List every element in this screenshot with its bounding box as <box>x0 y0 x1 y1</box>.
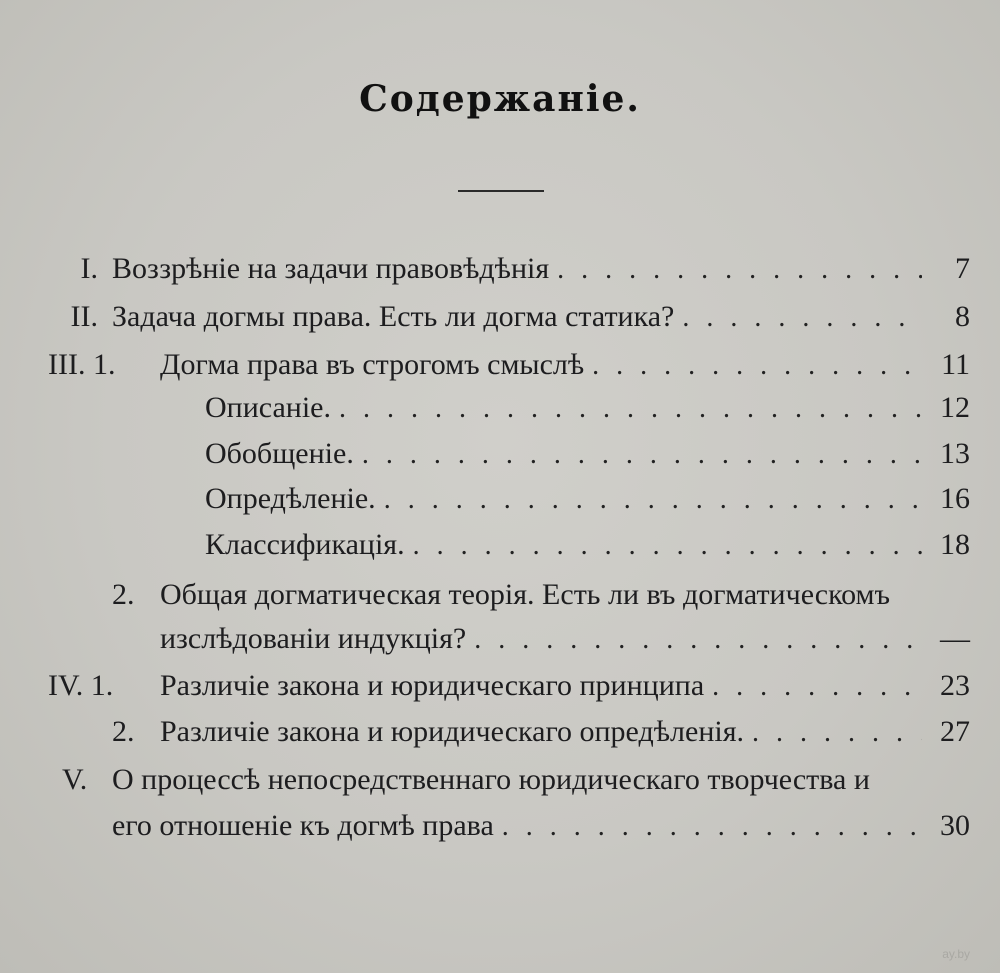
toc-subentry <box>205 523 970 567</box>
entry-number: 2. <box>112 715 135 748</box>
entry-page: 7 <box>955 252 970 285</box>
dot-leader <box>339 387 922 431</box>
entry-page: 27 <box>940 715 970 748</box>
dot-leader <box>502 805 922 849</box>
dot-leader <box>413 524 922 568</box>
entry-title: Воззрѣніе на задачи правовѣдѣнія <box>112 252 550 285</box>
entry-title-line: его отношеніе къ догмѣ права <box>112 809 494 842</box>
entry-page: 12 <box>940 391 970 424</box>
toc-entry <box>160 617 970 661</box>
entry-title: Различіе закона и юридическаго принципа <box>160 669 705 702</box>
entry-page: 18 <box>940 528 970 561</box>
entry-title: Описаніе. <box>205 391 331 424</box>
entry-page: 13 <box>940 437 970 470</box>
entry-page: — <box>940 622 970 655</box>
entry-number: IV. 1. <box>48 669 114 702</box>
toc-subentry <box>205 477 970 521</box>
toc-entry <box>112 804 970 848</box>
toc-entry <box>112 710 970 754</box>
entry-title: Догма права въ строгомъ смыслѣ <box>160 348 585 381</box>
entry-title: Классификація. <box>205 528 405 561</box>
watermark: ay.by <box>942 947 970 961</box>
page-title: Содержаніе. <box>359 78 641 120</box>
entry-title-line: изслѣдованіи индукція? <box>160 622 467 655</box>
entry-page: 16 <box>940 482 970 515</box>
dot-leader <box>362 433 922 477</box>
toc-subentry <box>205 386 970 430</box>
entry-title: Опредѣленіе. <box>205 482 376 515</box>
dot-leader <box>712 665 922 709</box>
entry-number: 2. <box>112 578 135 611</box>
toc-entry <box>80 247 970 291</box>
toc-subentry <box>205 432 970 476</box>
entry-title-line: Общая догматическая теорія. Есть ли въ догматическомъ <box>160 578 891 611</box>
entry-number: II. <box>70 300 98 333</box>
entry-title: Обобщеніе. <box>205 437 354 470</box>
dot-leader <box>384 478 922 522</box>
entry-page: 8 <box>955 300 970 333</box>
entry-page: 11 <box>941 348 970 381</box>
dot-leader <box>557 248 922 292</box>
entry-number: III. 1. <box>48 348 116 381</box>
dot-leader <box>592 344 922 388</box>
dot-leader <box>682 296 922 340</box>
entry-number: I. <box>80 252 98 285</box>
dot-leader <box>752 711 922 755</box>
entry-title: Задача догмы права. Есть ли догма статика? <box>112 300 675 333</box>
entry-page: 23 <box>940 669 970 702</box>
entry-number: V. <box>62 763 88 796</box>
dot-leader <box>474 618 922 662</box>
entry-title-line: О процессѣ непосредственнаго юридическаго творчества и <box>112 763 870 796</box>
toc-entry <box>70 295 970 339</box>
toc-entry <box>48 343 970 387</box>
title-rule <box>458 190 544 192</box>
entry-title: Различіе закона и юридическаго опредѣленія. <box>160 715 745 748</box>
toc-entry <box>48 664 970 708</box>
entry-page: 30 <box>940 809 970 842</box>
